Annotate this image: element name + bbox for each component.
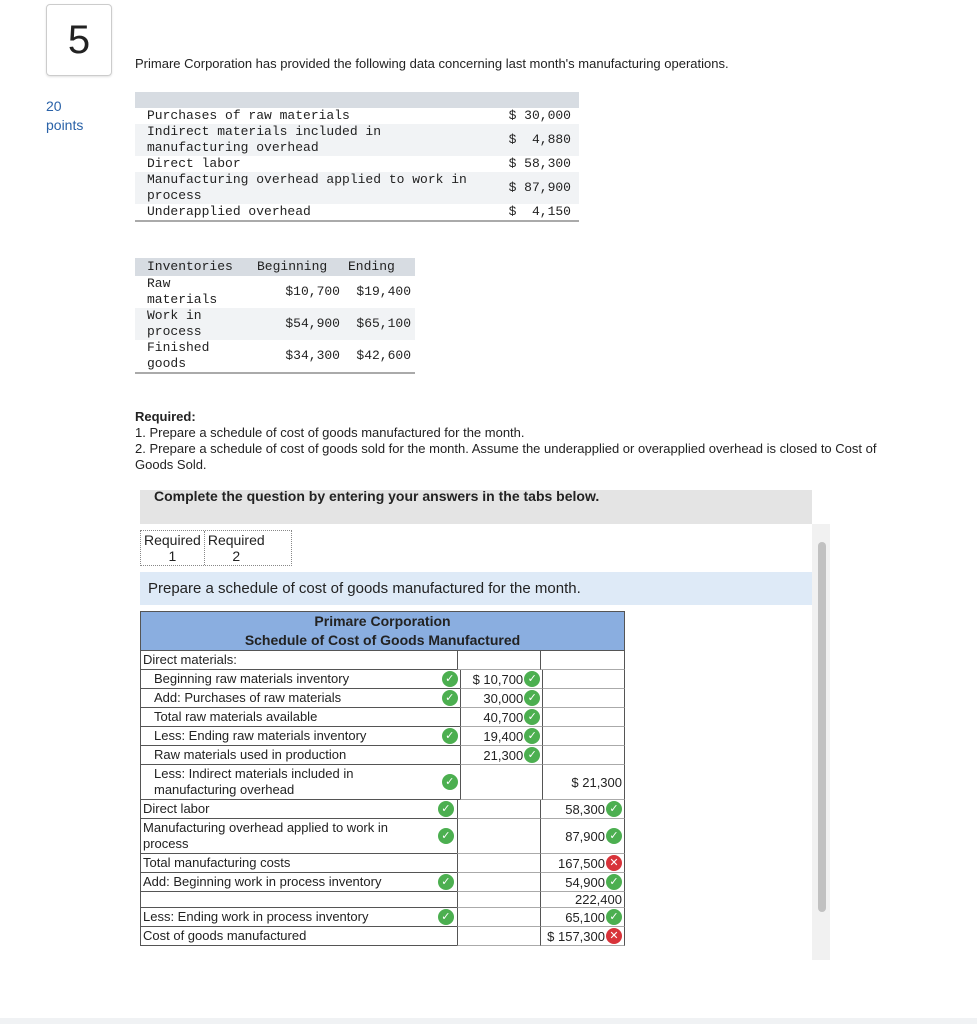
schedule-row-label: Add: Beginning work in process inventory — [141, 873, 435, 892]
inventory-header: Ending — [344, 258, 415, 276]
required-item-1: 1. Prepare a schedule of cost of goods manufactured for the month. — [135, 425, 525, 440]
amount-input-col1[interactable] — [460, 727, 543, 746]
tab-label: Required — [207, 532, 265, 548]
amount-col2: 167,500 — [557, 855, 605, 871]
schedule-row-label: Cost of goods manufactured — [141, 927, 435, 946]
inventory-ending: $19,400 — [356, 284, 411, 299]
correct-check-icon: ✓ — [442, 671, 458, 687]
amount-input-col2[interactable] — [541, 873, 625, 892]
incorrect-x-icon: ✕ — [606, 928, 622, 944]
inventory-header: Beginning — [253, 258, 344, 276]
schedule-row-label: Raw materials used in production — [141, 746, 439, 765]
amount-col1: $ 10,700 — [472, 671, 524, 687]
amount-input-col2[interactable] — [541, 819, 625, 854]
points-value: 20 — [46, 98, 62, 114]
inventory-header: Inventories — [135, 258, 253, 276]
amount-input-col1[interactable] — [460, 689, 543, 708]
amount-col2: 65,100 — [565, 909, 605, 925]
row-status — [439, 727, 460, 746]
data-label: Underapplied overhead — [135, 204, 481, 221]
schedule-row-label: Less: Ending raw materials inventory — [141, 727, 439, 746]
correct-check-icon: ✓ — [442, 774, 458, 790]
correct-check-icon: ✓ — [438, 828, 454, 844]
schedule-row-label: Direct materials: — [141, 651, 435, 670]
tab-label: Required — [144, 532, 201, 548]
page-footer — [0, 1018, 977, 1024]
amount-col2: $ 157,300 — [547, 928, 605, 944]
data-value: $ 58,300 — [481, 156, 579, 172]
schedule-row — [140, 765, 625, 800]
inventory-label: Finished goods — [147, 340, 210, 371]
schedule-row — [140, 708, 625, 727]
tab-label: 1 — [168, 548, 177, 564]
correct-check-icon: ✓ — [606, 874, 622, 890]
schedule-header — [140, 611, 625, 651]
amount-input-col2[interactable] — [541, 927, 625, 946]
row-status — [435, 873, 457, 892]
correct-check-icon: ✓ — [524, 690, 540, 706]
required-heading: Required: — [135, 409, 196, 424]
amount-input-col2[interactable] — [543, 670, 625, 689]
correct-check-icon: ✓ — [524, 709, 540, 725]
amount-col2: 222,400 — [574, 892, 622, 907]
data-label: Purchases of raw materials — [135, 108, 481, 124]
inventory-label: Work in process — [135, 308, 253, 340]
schedule-title: Schedule of Cost of Goods Manufactured — [244, 632, 521, 648]
inventory-beginning: $10,700 — [285, 284, 340, 299]
row-status — [439, 746, 460, 765]
schedule-row — [140, 927, 625, 946]
amount-input-col1[interactable] — [457, 892, 542, 908]
inventory-beginning: $54,900 — [253, 308, 344, 340]
amount-input-col1[interactable] — [460, 708, 543, 727]
correct-check-icon: ✓ — [606, 828, 622, 844]
cost-data-table — [135, 92, 579, 222]
amount-input-col2[interactable] — [543, 727, 625, 746]
data-row — [135, 124, 579, 156]
data-row — [135, 108, 579, 124]
schedule-table — [140, 611, 762, 946]
schedule-row-label: Beginning raw materials inventory — [141, 670, 439, 689]
amount-input-col2[interactable] — [541, 892, 625, 908]
inventory-beginning: $34,300 — [285, 348, 340, 363]
amount-col2: 87,900 — [565, 828, 605, 844]
row-status — [435, 651, 457, 670]
data-value: $ 4,880 — [481, 124, 579, 156]
tab-label: 2 — [232, 548, 241, 564]
amount-input-col1[interactable] — [457, 651, 542, 670]
amount-col1: 30,000 — [483, 690, 524, 706]
tab-required-2[interactable] — [205, 531, 268, 565]
amount-input-col1[interactable] — [457, 854, 542, 873]
row-status — [439, 708, 460, 727]
schedule-row-label: Less: Ending work in process inventory — [141, 908, 435, 927]
data-row — [135, 172, 579, 204]
amount-input-col2[interactable] — [541, 651, 625, 670]
schedule-row — [140, 689, 625, 708]
schedule-row — [140, 908, 625, 927]
data-label: Indirect materials included in manufacturing overhead — [135, 124, 481, 156]
required-section — [135, 409, 915, 473]
data-row — [135, 156, 579, 172]
row-status — [435, 892, 457, 908]
amount-input-col1[interactable] — [457, 927, 542, 946]
scrollbar-thumb[interactable] — [818, 542, 826, 912]
amount-input-col1[interactable] — [457, 873, 542, 892]
scrollbar[interactable] — [812, 524, 830, 960]
schedule-row-label: Direct labor — [141, 800, 435, 819]
schedule-row — [140, 651, 625, 670]
row-status — [435, 854, 457, 873]
inventory-ending: $42,600 — [356, 348, 411, 363]
amount-input-col2[interactable] — [543, 746, 625, 765]
required-item-2: 2. Prepare a schedule of cost of goods sold for the month. Assume the underapplied or overapplied overhead is closed to Cost of Goods Sold. — [135, 441, 877, 472]
correct-check-icon: ✓ — [524, 671, 540, 687]
schedule-company: Primare Corporation — [314, 613, 451, 629]
inventory-table — [135, 258, 415, 374]
answer-panel — [140, 490, 812, 960]
row-status — [439, 765, 460, 800]
schedule-row-label: Manufacturing overhead applied to work in process — [141, 819, 435, 854]
correct-check-icon: ✓ — [524, 728, 540, 744]
correct-check-icon: ✓ — [606, 801, 622, 817]
row-status — [435, 908, 457, 927]
correct-check-icon: ✓ — [438, 874, 454, 890]
correct-check-icon: ✓ — [606, 909, 622, 925]
row-status — [439, 689, 460, 708]
amount-input-col2[interactable] — [543, 708, 625, 727]
schedule-row — [140, 819, 625, 854]
data-label: Manufacturing overhead applied to work in process — [135, 172, 481, 204]
amount-col2: 54,900 — [565, 874, 605, 890]
amount-input-col1[interactable] — [460, 746, 543, 765]
data-row — [135, 204, 579, 221]
schedule-row-label — [141, 892, 435, 908]
data-value: $ 30,000 — [481, 108, 579, 124]
amount-input-col1[interactable] — [460, 765, 543, 800]
tab-instruction: Prepare a schedule of cost of goods manufactured for the month. — [140, 572, 812, 605]
schedule-row — [140, 800, 625, 819]
amount-col2: $ 21,300 — [571, 774, 622, 790]
inventory-row — [135, 308, 415, 340]
row-status — [435, 819, 457, 854]
amount-col1: 19,400 — [483, 728, 524, 744]
schedule-row — [140, 727, 625, 746]
amount-input-col2[interactable] — [543, 765, 625, 800]
inventory-row — [135, 276, 415, 308]
schedule-row — [140, 873, 625, 892]
data-value: $ 87,900 — [481, 172, 579, 204]
amount-input-col2[interactable] — [543, 689, 625, 708]
question-number: 5 — [46, 4, 112, 76]
instruction-banner: Complete the question by entering your answers in the tabs below. — [140, 490, 812, 524]
schedule-row-label: Total raw materials available — [141, 708, 439, 727]
schedule-row-label: Less: Indirect materials included in manufacturing overhead — [141, 765, 439, 800]
question-intro: Primare Corporation has provided the following data concerning last month's manufacturing operations. — [135, 56, 729, 71]
schedule-row-label: Total manufacturing costs — [141, 854, 435, 873]
correct-check-icon: ✓ — [442, 690, 458, 706]
row-status — [435, 927, 457, 946]
row-status — [435, 800, 457, 819]
data-value: $ 4,150 — [481, 204, 579, 221]
amount-col1: 40,700 — [483, 709, 524, 725]
correct-check-icon: ✓ — [524, 747, 540, 763]
amount-input-col2[interactable] — [541, 854, 625, 873]
amount-input-col1[interactable] — [457, 800, 542, 819]
data-label: Direct labor — [135, 156, 481, 172]
points-label: points — [46, 117, 84, 133]
row-status — [439, 670, 460, 689]
inventory-row — [135, 340, 415, 373]
tab-required-1[interactable] — [141, 531, 205, 565]
inventory-ending: $65,100 — [344, 308, 415, 340]
amount-input-col2[interactable] — [541, 908, 625, 927]
correct-check-icon: ✓ — [442, 728, 458, 744]
schedule-row — [140, 892, 625, 908]
schedule-row — [140, 854, 625, 873]
schedule-row — [140, 746, 625, 765]
amount-input-col1[interactable] — [457, 908, 542, 927]
amount-col2: 58,300 — [565, 801, 605, 817]
inventory-label: Raw materials — [147, 276, 218, 307]
incorrect-x-icon: ✕ — [606, 855, 622, 871]
correct-check-icon: ✓ — [438, 801, 454, 817]
amount-input-col2[interactable] — [541, 800, 625, 819]
schedule-row-label: Add: Purchases of raw materials — [141, 689, 439, 708]
amount-input-col1[interactable] — [460, 670, 543, 689]
correct-check-icon: ✓ — [438, 909, 454, 925]
tab-bar — [140, 530, 292, 566]
schedule-row — [140, 670, 625, 689]
amount-col1: 21,300 — [483, 747, 524, 763]
amount-input-col1[interactable] — [457, 819, 542, 854]
